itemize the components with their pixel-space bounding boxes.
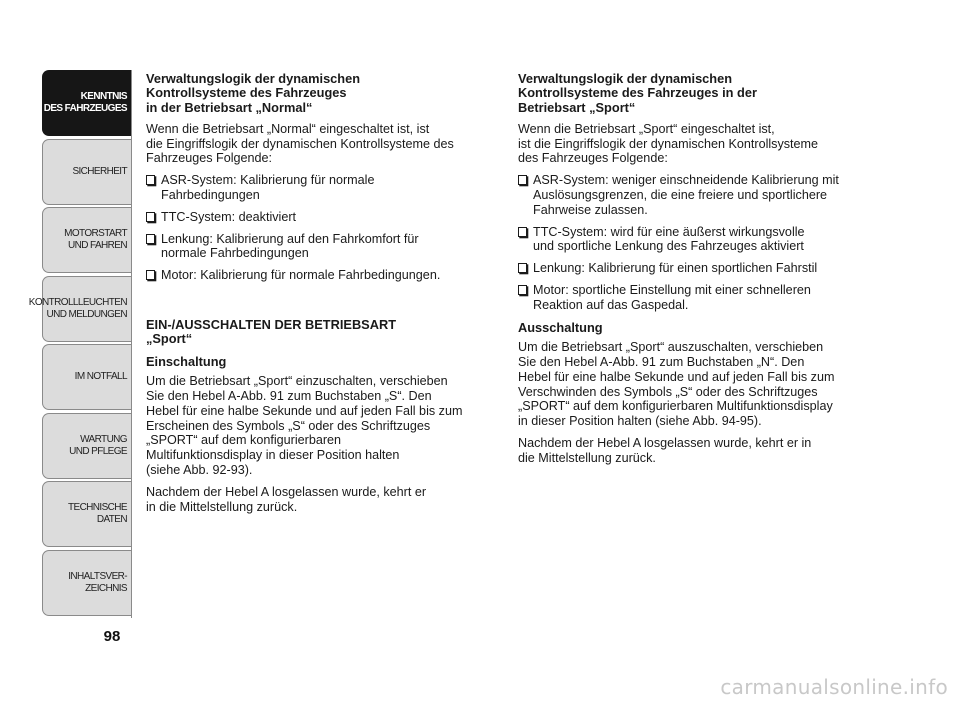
chapter-tabs <box>28 70 132 618</box>
activation-release-paragraph: Nachdem der Hebel A losgelassen wurde, kehrt er in die Mittelstellung zurück. <box>146 484 427 514</box>
tab-inhaltsverzeichnis[interactable]: INHALTSVER- ZEICHNIS <box>42 550 132 616</box>
list-item: ASR-System: weniger einschneidende Kalibrierung mit Auslösungsgrenzen, die eine freiere und sportlichere Fahrweise zulassen. <box>518 173 863 217</box>
list-item: TTC-System: wird für eine äußerst wirkungsvolle und sportliche Lenkung des Fahrzeuges aktiviert <box>518 225 863 255</box>
deactivation-paragraph: Um die Betriebsart „Sport“ auszuschalten, verschieben Sie den Hebel A-Abb. 91 zum Buchstaben „N“. Den Hebel für eine halbe Sekunde und auf jeden Fall bis zum Verschwinden des Symbols „S“ oder des Schriftzuges „SPORT“ auf dem konfigurierbaren Multifunktionsdisplay in dieser Position halten (siehe Abb. 94-95). <box>518 340 835 429</box>
deactivation-release-paragraph: Nachdem der Hebel A losgelassen wurde, kehrt er in die Mittelstellung zurück. <box>518 436 812 465</box>
tab-kenntnis-des-fahrzeuges[interactable]: KENNTNIS DES FAHRZEUGES <box>42 70 132 136</box>
sport-mode-list <box>518 173 863 312</box>
activation-paragraph: Um die Betriebsart „Sport“ einzuschalten, verschieben Sie den Hebel A-Abb. 91 zum Buchstaben „S“. Den Hebel für eine halbe Sekunde und auf jeden Fall bis zum Erscheinen des Symbols „S“ oder des Schriftzuges „SPORT“ auf dem konfigurierbaren Multifunktionsdisplay in dieser Position halten (siehe Abb. 92-93). <box>146 374 463 478</box>
tabs-divider <box>131 70 132 618</box>
list-item: ASR-System: Kalibrierung für normale Fahrbedingungen <box>146 173 496 203</box>
normal-mode-intro: Wenn die Betriebsart „Normal“ eingeschaltet ist, ist die Eingriffslogik der dynamischen Kontrollsysteme des Fahrzeuges Folgende: <box>146 121 454 166</box>
normal-mode-list <box>146 173 496 283</box>
tab-kontrollleuchten-und-meldungen[interactable]: KONTROLLLEUCHTEN UND MELDUNGEN <box>42 276 132 342</box>
normal-mode-heading: Verwaltungslogik der dynamischen Kontrollsysteme des Fahrzeuges in der Betriebsart „Normal“ <box>146 71 361 115</box>
watermark: carmanualsonline.info <box>720 675 948 699</box>
page-number: 98 <box>103 628 121 645</box>
sport-mode-intro: Wenn die Betriebsart „Sport“ eingeschaltet ist, ist die Eingriffslogik der dynamischen Kontrollsysteme des Fahrzeuges Folgende: <box>518 121 819 166</box>
left-column <box>146 72 496 521</box>
tab-motorstart-und-fahren[interactable]: MOTORSTART UND FAHREN <box>42 207 132 273</box>
list-item: Lenkung: Kalibrierung auf den Fahrkomfort für normale Fahrbedingungen <box>146 232 496 262</box>
sport-toggle-heading: EIN-/AUSSCHALTEN DER BETRIEBSART „Sport“ <box>146 317 397 347</box>
list-item: Motor: Kalibrierung für normale Fahrbedingungen. <box>146 268 496 283</box>
deactivation-subheading: Ausschaltung <box>518 319 603 335</box>
sport-mode-heading: Verwaltungslogik der dynamischen Kontrollsysteme des Fahrzeuges in der Betriebsart „Sport“ <box>518 71 757 115</box>
tab-sicherheit[interactable]: SICHERHEIT <box>42 139 132 205</box>
tab-im-notfall[interactable]: IM NOTFALL <box>42 344 132 410</box>
list-item: Motor: sportliche Einstellung mit einer schnelleren Reaktion auf das Gaspedal. <box>518 283 863 313</box>
tab-wartung-und-pflege[interactable]: WARTUNG UND PFLEGE <box>42 413 132 479</box>
tab-technische-daten[interactable]: TECHNISCHE DATEN <box>42 481 132 547</box>
list-item: TTC-System: deaktiviert <box>146 210 496 225</box>
list-item: Lenkung: Kalibrierung für einen sportlichen Fahrstil <box>518 261 863 276</box>
activation-subheading: Einschaltung <box>146 353 227 369</box>
right-column <box>518 72 863 473</box>
